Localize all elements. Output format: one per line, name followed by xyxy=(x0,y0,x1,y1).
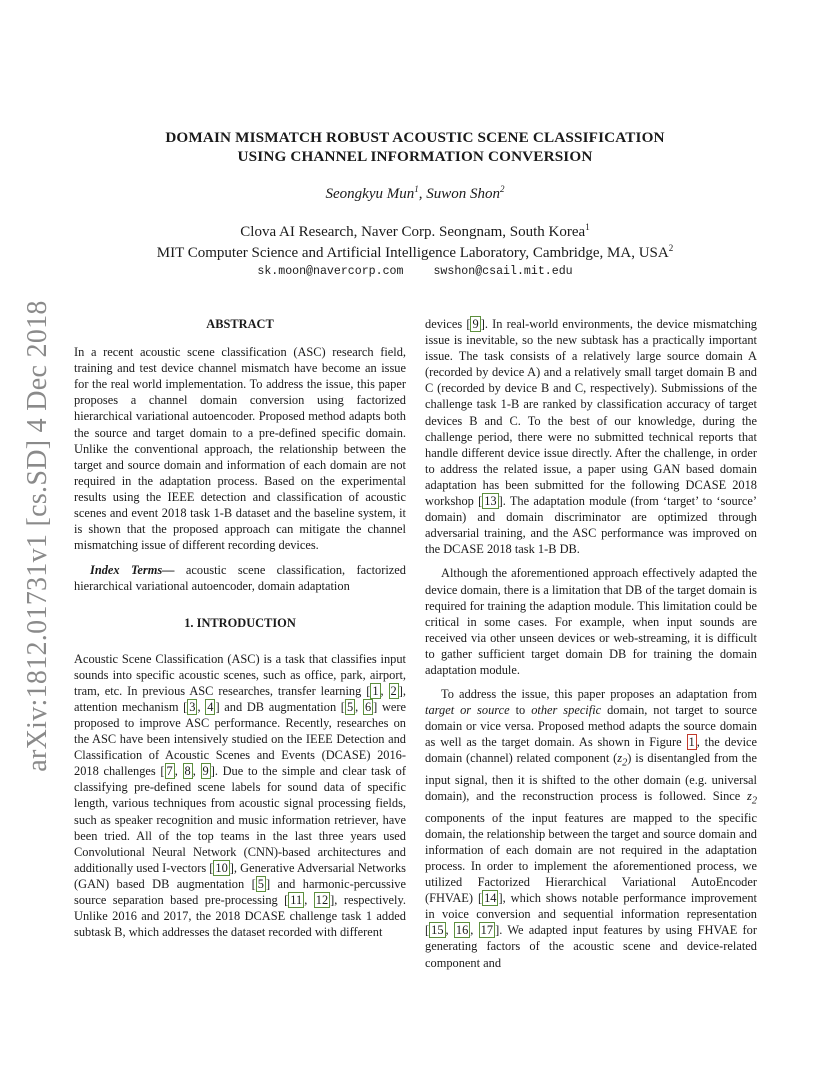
introduction-paragraph xyxy=(74,651,406,941)
affiliation-2-mark: 2 xyxy=(668,243,674,253)
paper-title xyxy=(90,128,740,166)
citation-link[interactable]: 12 xyxy=(315,893,329,907)
text-span: ], attention mechanism [ xyxy=(74,683,406,714)
title-line-1: DOMAIN MISMATCH ROBUST ACOUSTIC SCENE CLASSIFICATION xyxy=(165,129,665,146)
citation-link[interactable]: 8 xyxy=(184,764,191,779)
affiliation-2 xyxy=(60,245,770,262)
math-subscript: 2 xyxy=(622,757,628,769)
author-1: Seongkyu Mun xyxy=(325,186,415,202)
citation-link[interactable]: 6 xyxy=(364,699,372,714)
math-var: z xyxy=(747,789,752,804)
citation-link[interactable]: 5 xyxy=(346,699,354,714)
text-span: , xyxy=(197,699,206,714)
author-2-affil-mark: 2 xyxy=(499,184,505,194)
author-list xyxy=(90,186,740,203)
author-2: Suwon Shon xyxy=(426,186,500,202)
citation-link[interactable]: 5 xyxy=(257,876,264,891)
text-span: ] and DB augmentation [ xyxy=(215,699,345,714)
text-span: domain, not target to source domain or vice versa. Proposed method adapts the source domain as well as the target domain. As shown in Figure xyxy=(425,703,757,750)
text-span: ] were proposed to improve ASC performance. Recently, researches on the ASC have been intensively studied on the IEEE Detection and Classification of Acoustic Scenes and Events (DCASE) 2016-2018 challenges [ xyxy=(74,699,407,779)
text-span: , xyxy=(304,893,314,907)
arxiv-identifier-stamp: arXiv:1812.01731v1 [cs.SD] 4 Dec 2018 xyxy=(22,300,53,772)
email-1: sk.moon@navercorp.com xyxy=(257,265,404,278)
text-span: ]. The adaptation module (from ‘target’ to ‘source’ domain) and domain discriminator are optimized through adversarial training, and the ASC performance was improved on the DCASE 2018 task 1-B DB. xyxy=(425,494,757,557)
text-span: to xyxy=(509,703,532,718)
text-span: ], Generative Adversarial Networks (GAN) based DB augmentation [ xyxy=(74,860,406,891)
emphasis-text: target or source xyxy=(425,703,510,718)
text-span: ]. Due to the simple and clear task of classifying pre-defined scene labels for sound data of specific length, various techniques from acoustic signal processing fields, such as speaker recognition and music information retriever, have been tried. All of the top teams in the last three years used Convolutional Neural Network (CNN)-based architectures and additionally used I-vectors [ xyxy=(74,764,407,875)
citation-link[interactable]: 16 xyxy=(455,923,469,938)
text-span: ] and harmonic-percussive source separation based pre-processing [ xyxy=(74,876,406,907)
text-span: , xyxy=(445,923,454,938)
math-z2 xyxy=(617,751,628,769)
text-span: ]. In real-world environments, the device mismatching issue is inevitable, so the new subtask has a practically important issue. The task consists of a relatively large source domain A (recorded by device A) and a relatively small target domain B and C (recorded by device B and C, respectively). Submissions of the challenge task 1-B are ranked by classification accuracy of target devices B and C. To the best of our knowledge, during the challenge period, there were no submitted technical reports that handle different device issue directly. After the challenge, in order to address the related issue, a paper using GAN based domain adaptation has been submitted for the following DCASE 2018 workshop [ xyxy=(425,317,757,509)
citation-link[interactable]: 4 xyxy=(207,699,214,714)
index-terms-label: Index Terms— xyxy=(90,563,175,578)
text-span: , xyxy=(380,683,389,698)
citation-link[interactable]: 9 xyxy=(472,317,479,331)
citation-link[interactable]: 2 xyxy=(390,683,397,698)
text-span: ) is disentangled from the input signal, then it is shifted to the other domain (e.g. universal domain), and the reconstruction process is followed. Since xyxy=(425,751,757,804)
author-separator: , xyxy=(418,186,427,202)
text-span: devices [ xyxy=(425,317,471,331)
text-span: ], which shows notable performance improvement in voice conversion and sequential information representation [ xyxy=(425,891,757,938)
citation-link[interactable]: 15 xyxy=(431,923,444,938)
email-2: swshon@csail.mit.edu xyxy=(433,265,573,278)
text-span: , xyxy=(470,923,479,938)
citation-link[interactable]: 17 xyxy=(480,923,494,938)
math-var: z xyxy=(617,751,623,766)
text-span: , xyxy=(355,699,363,714)
figure-reference-link[interactable]: 1 xyxy=(688,735,695,750)
text-span: , xyxy=(174,764,183,779)
author-emails xyxy=(60,265,770,278)
text-span: , the device domain (channel) related component ( xyxy=(425,735,758,766)
affiliation-1-mark: 1 xyxy=(585,222,590,232)
text-span: , xyxy=(192,764,201,779)
text-span: ]. We adapted input features by using FHVAE for generating factors of the acoustic scene and device-related component and xyxy=(425,923,757,970)
right-column xyxy=(425,316,757,971)
left-column xyxy=(74,316,406,940)
citation-link[interactable]: 10 xyxy=(215,860,228,875)
citation-link[interactable]: 13 xyxy=(484,494,497,509)
introduction-heading: 1. INTRODUCTION xyxy=(184,615,296,630)
emphasis-text: other specific xyxy=(531,703,602,718)
text-span: ], respectively. Unlike 2016 and 2017, the 2018 DCASE challenge task 1 added subtask B, which addresses the dataset recorded with different xyxy=(74,893,406,940)
citation-link[interactable]: 14 xyxy=(484,891,497,906)
affiliation-2-text: MIT Computer Science and Artificial Intelligence Laboratory, Cambridge, MA, USA xyxy=(156,245,669,261)
paragraph-proposal xyxy=(425,686,757,971)
affiliation-1 xyxy=(60,224,770,241)
paragraph-limitation: Although the aforementioned approach effectively adapted the device domain, there is a limitation that DB of the target domain is required for training the adaption module. This limitation could be critical in some cases. For example, when input sounds are received via other unseen devices or web-streaming, it is difficult to gather sufficient target domain DB for training the domain adaptation module. xyxy=(425,566,757,677)
citation-link[interactable]: 7 xyxy=(166,764,173,779)
paragraph-devices xyxy=(425,316,757,557)
math-z2 xyxy=(747,789,757,807)
abstract-heading: ABSTRACT xyxy=(206,317,274,331)
citation-link[interactable]: 1 xyxy=(372,683,379,698)
citation-link[interactable]: 9 xyxy=(202,764,209,779)
author-1-affil-mark: 1 xyxy=(414,184,419,194)
title-line-2: USING CHANNEL INFORMATION CONVERSION xyxy=(237,148,593,165)
math-subscript: 2 xyxy=(751,795,757,807)
citation-link[interactable]: 3 xyxy=(189,699,196,714)
index-terms xyxy=(74,562,406,594)
affiliation-1-text: Clova AI Research, Naver Corp. Seongnam, South Korea xyxy=(240,224,586,240)
text-span: Acoustic Scene Classification (ASC) is a task that classifies input sounds into specific acoustic scenes, such as office, park, airport, tram, etc. In previous ASC researches, transfer learning [ xyxy=(74,651,406,698)
text-span: components of the input features are mapped to the specific domain, the relationship between the target and source domain and information of each domain are not required in the adaptation process. In order to implement the aforementioned process, we utilized Factorized Hierarchical Variational AutoEncoder (FHVAE) [ xyxy=(425,810,757,906)
text-span: To address the issue, this paper proposes an adaptation from xyxy=(441,687,757,702)
index-terms-text: acoustic scene classification, factorized hierarchical variational autoencoder, domain adaptation xyxy=(74,563,406,594)
citation-link[interactable]: 11 xyxy=(290,893,303,907)
abstract-body: In a recent acoustic scene classification (ASC) research field, training and test device channel mismatch have become an issue for the real world implementation. To address the issue, this paper proposes a channel domain conversion using factorized hierarchical variational autoencoder. Proposed method adapts both the source and target domain to a pre-defined specific domain. Unlike the conventional approach, the relationship between the target and source domain and information of each domain are not required in the adaptation process. Based on the experimental results using the IEEE detection and classification of acoustic scenes and event 2018 task 1-B dataset and the baseline system, it is shown that the proposed approach can mitigate the channel mismatching issue of different recording devices. xyxy=(74,345,406,553)
